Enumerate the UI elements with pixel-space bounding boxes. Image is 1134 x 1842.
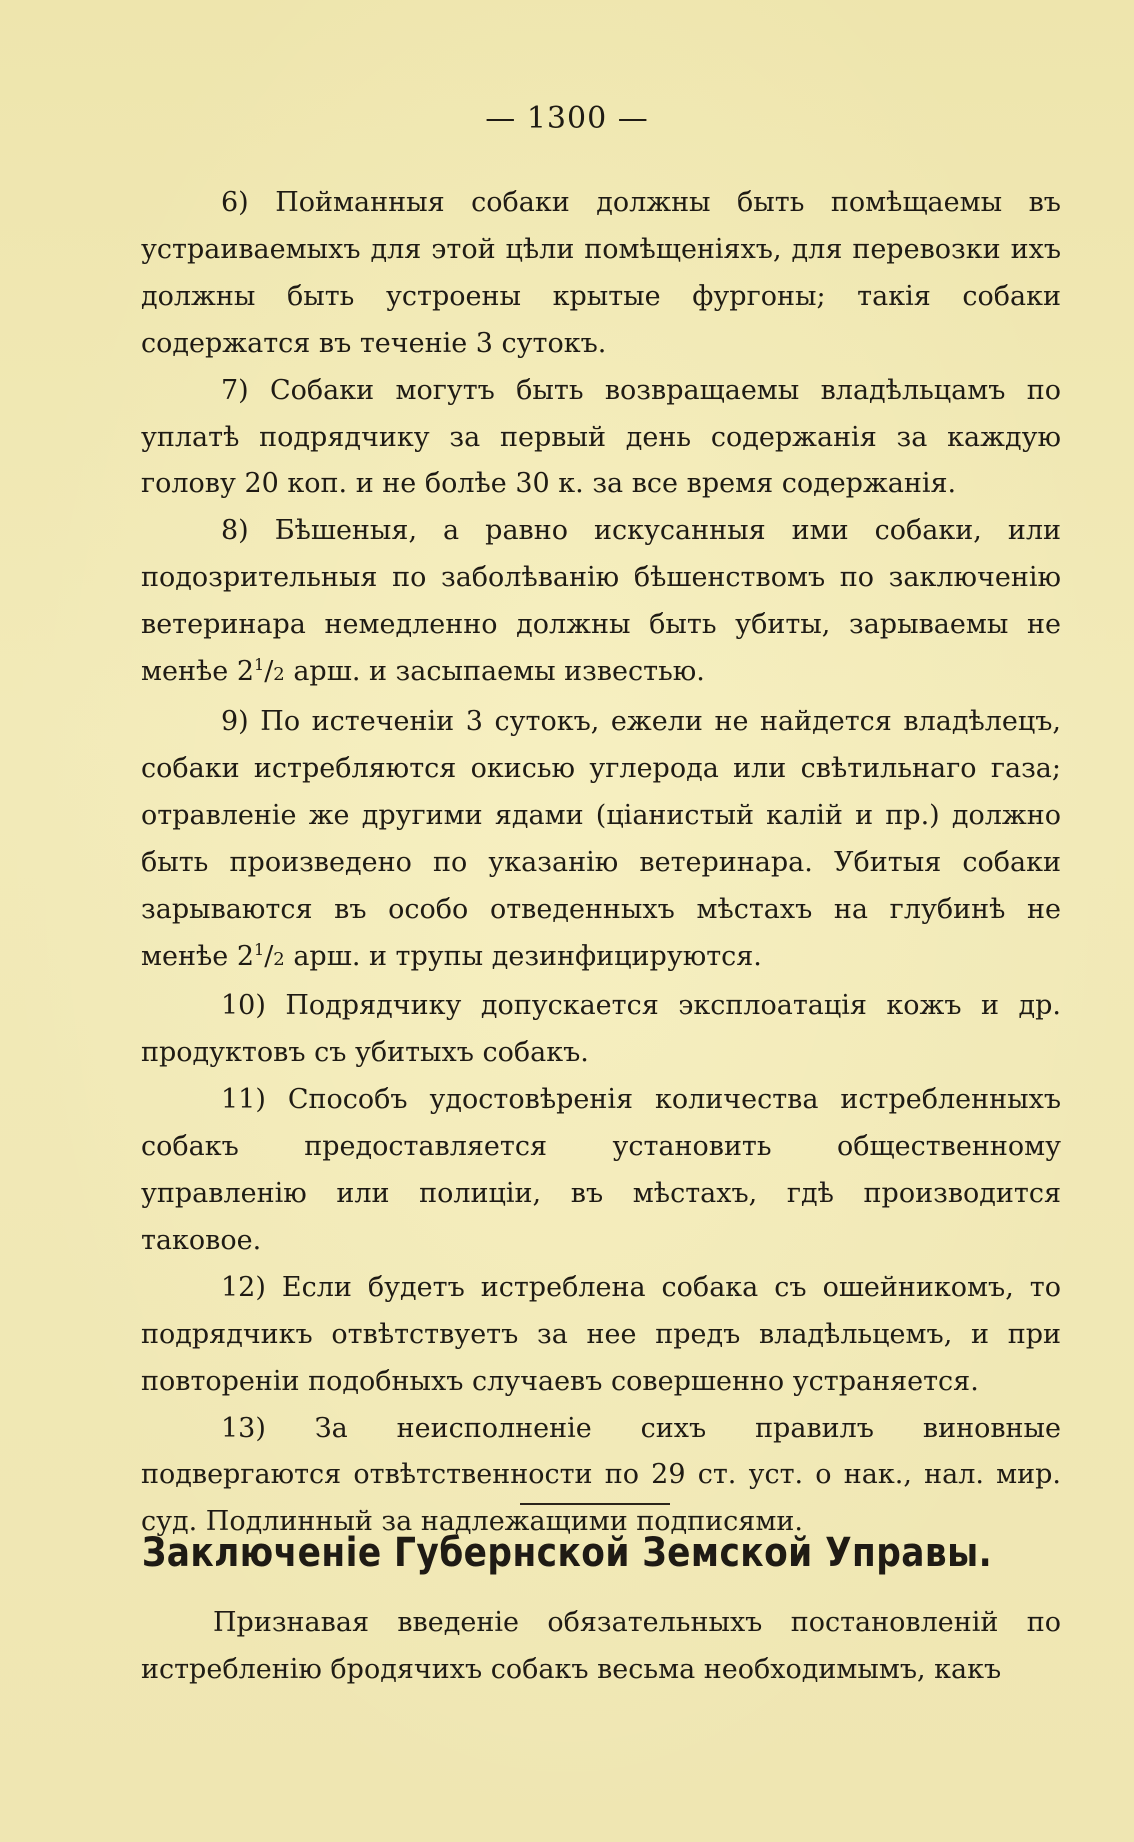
paragraph-9 [141,699,1061,983]
paragraph-9-tail: арш. и трупы дезинфицируются. [284,940,762,972]
fraction-denominator: 2 [273,664,285,686]
paragraph-6: 6) Пойманныя собаки должны быть помѣщаемы въ устраиваемыхъ для этой цѣли помѣщеніяхъ, для перевозки ихъ должны быть устроены крытые фургоны; такія собаки содержатся въ теченіе 3 сутокъ. [141,187,1061,359]
paragraph-11: 11) Способъ удостовѣренія количества истребленныхъ собакъ предоставляется установить общественному управленію или полиціи, въ мѣстахъ, гдѣ производится таковое. [141,1084,1061,1256]
paragraph-7: 7) Собаки могутъ быть возвращаемы владѣльцамъ по уплатѣ подрядчику за первый день содержанія за каждую голову 20 коп. и не болѣе 30 к. за все время содержанія. [141,374,1061,500]
paragraph-10: 10) Подрядчику допускается эксплоатація кожъ и др. продуктовъ съ убитыхъ собакъ. [141,990,1061,1069]
section-divider [520,1503,670,1505]
fraction-denominator-2: 2 [273,948,285,970]
page-number: — 1300 — [485,101,649,136]
fraction-slash: / [264,656,274,688]
closing-text [141,1600,1061,1694]
paragraph-12: 12) Если будетъ истреблена собака съ ошейникомъ, то подрядчикъ отвѣтствуетъ за нее предъ владѣльцемъ, и при повтореніи подобныхъ случаевъ совершенно устраняется. [141,1271,1061,1397]
paragraph-8-tail: арш. и засыпаемы известью. [284,656,705,688]
body-text [141,180,1061,1546]
paragraph-9-text: 9) По истеченіи 3 сутокъ, ежели не найдется владѣлецъ, собаки истребляются окисью углерода или свѣтильнаго газа; отравленіе же другими ядами (ціанистый калій и пр.) должно быть произведено по указанію ветеринара. Убитыя собаки зарываются въ особо отведенныхъ мѣстахъ на глубинѣ не менѣе 2 [141,705,1061,972]
paragraph-8-text: 8) Бѣшеныя, а равно искусанныя ими собаки, или подозрительныя по заболѣванію бѣшенствомъ по заключенію ветеринара немедленно должны быть убиты, зарываемы не менѣе 2 [141,515,1061,688]
fraction-numerator-2: 1 [254,939,265,959]
fraction-slash-2: / [264,940,274,972]
paragraph-8 [141,508,1061,699]
paragraph-13: 13) За неисполненіе сихъ правилъ виновные подвергаются отвѣтственности по 29 ст. уст. о нак., нал. мир. суд. Подлинный за надлежащими подписями. [141,1412,1061,1538]
section-title: Заключеніе Губернской Земской Управы. [141,1530,993,1576]
fraction-numerator: 1 [254,655,265,675]
closing-paragraph: Признавая введеніе обязательныхъ постановленій по истребленію бродячихъ собакъ весьма необходимымъ, какъ [141,1607,1061,1685]
